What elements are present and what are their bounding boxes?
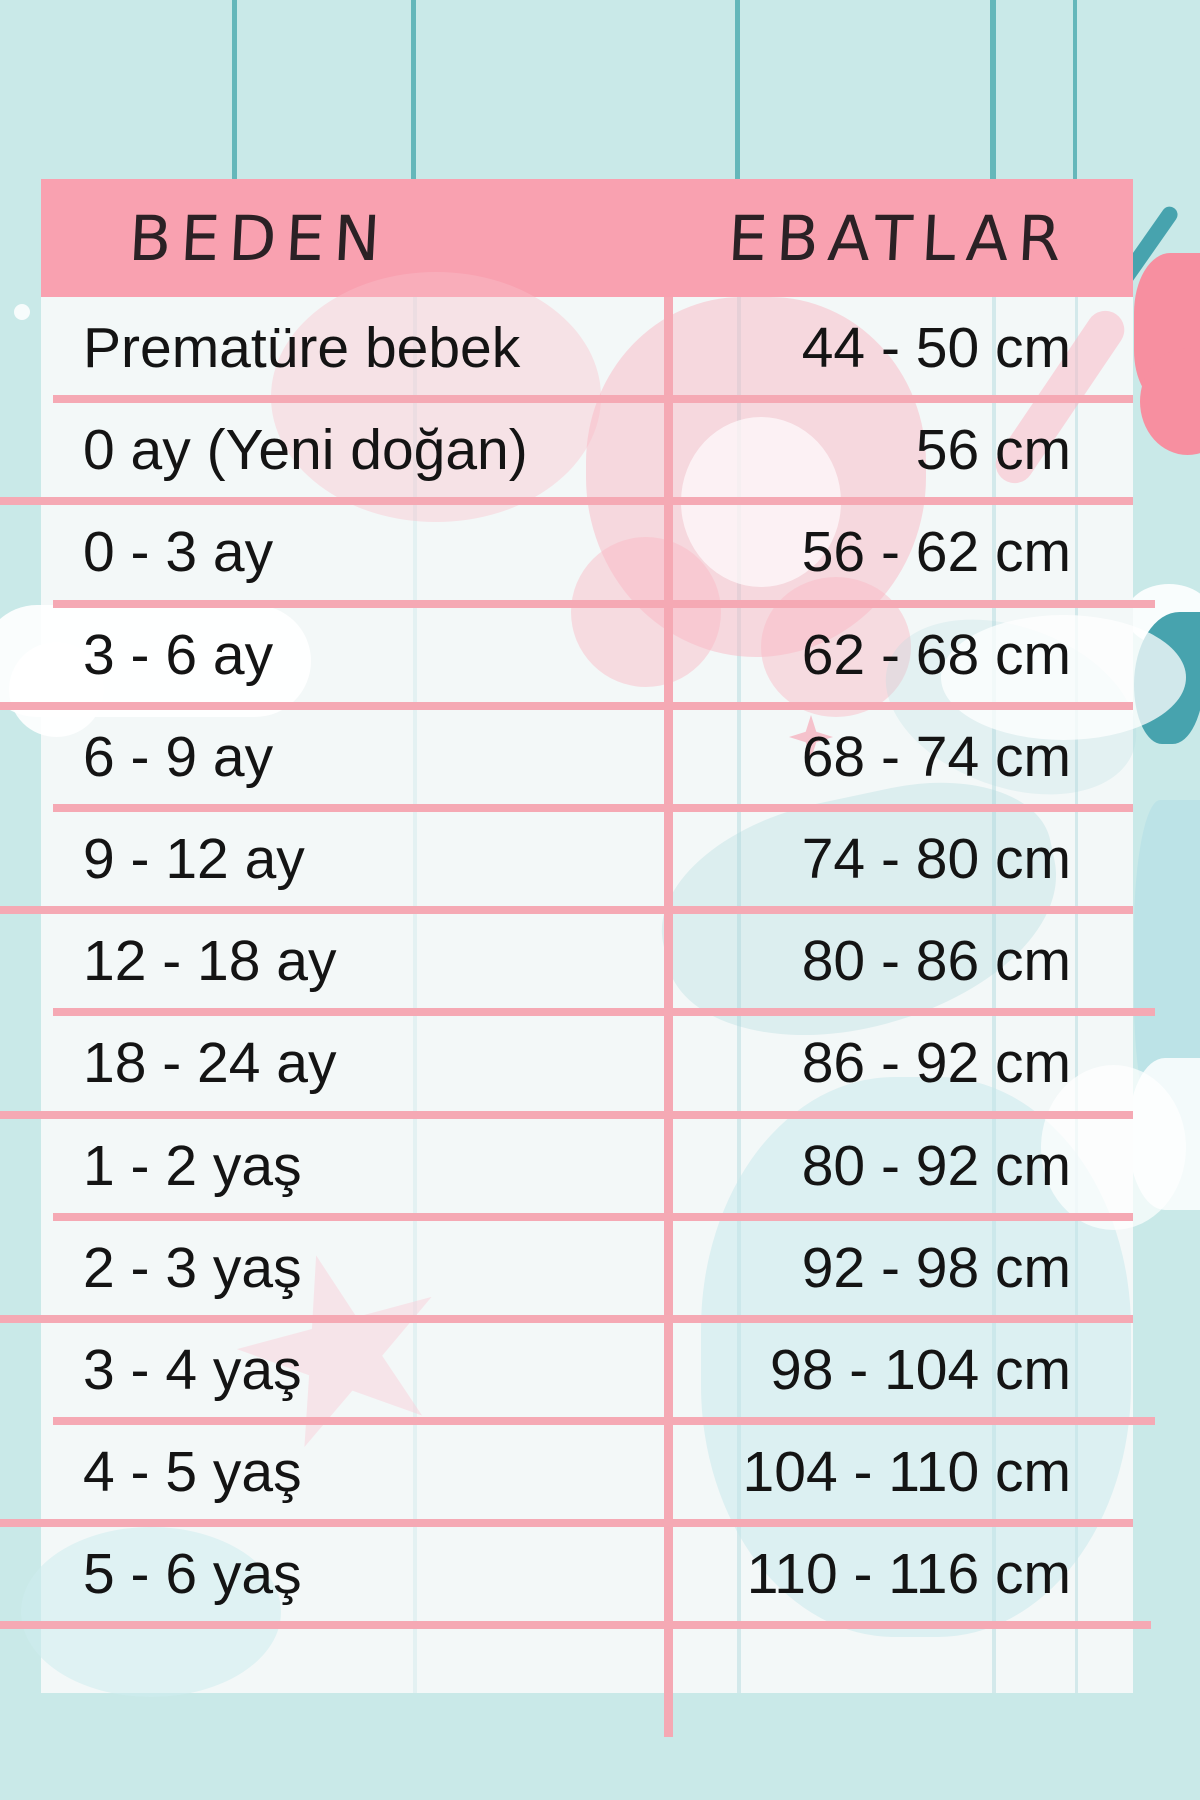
column-header-ebatlar: EBATLAR xyxy=(726,201,1072,275)
hanging-string-icon xyxy=(990,0,996,184)
dimension-value: 74 - 80 cm xyxy=(801,827,1071,892)
hanging-string-icon xyxy=(735,0,740,182)
table-row xyxy=(41,1319,1133,1421)
size-label: 4 - 5 yaş xyxy=(83,1440,302,1505)
hanging-string-icon xyxy=(411,0,416,184)
size-label: 6 - 9 ay xyxy=(83,724,274,789)
dimension-value: 104 - 110 cm xyxy=(742,1440,1071,1505)
size-label: 3 - 4 yaş xyxy=(83,1337,302,1402)
table-row xyxy=(41,706,1133,808)
size-label: 3 - 6 ay xyxy=(83,622,274,687)
dimension-value: 62 - 68 cm xyxy=(801,622,1071,687)
size-label: 1 - 2 yaş xyxy=(83,1133,302,1198)
size-label: 2 - 3 yaş xyxy=(83,1235,302,1300)
table-row xyxy=(41,1421,1133,1523)
table-row xyxy=(41,1115,1133,1217)
size-label: 0 ay (Yeni doğan) xyxy=(83,418,528,483)
hanging-string-icon xyxy=(1073,0,1077,184)
table-row xyxy=(41,1012,1133,1114)
dot-icon xyxy=(14,304,30,320)
table-rows xyxy=(41,297,1133,1625)
table-row xyxy=(41,604,1133,706)
dimension-value: 80 - 86 cm xyxy=(801,929,1071,994)
dimension-value: 98 - 104 cm xyxy=(770,1337,1071,1402)
table-row xyxy=(41,1523,1133,1625)
table-row xyxy=(41,1217,1133,1319)
size-label: 0 - 3 ay xyxy=(83,520,274,585)
table-header xyxy=(41,179,1133,297)
dimension-value: 86 - 92 cm xyxy=(801,1031,1071,1096)
table-row xyxy=(41,297,1133,399)
size-label: 12 - 18 ay xyxy=(83,929,337,994)
hanging-string-icon xyxy=(232,0,237,184)
size-label: 5 - 6 yaş xyxy=(83,1542,302,1607)
size-table xyxy=(41,179,1133,1693)
column-header-beden: BEDEN xyxy=(127,201,391,275)
dimension-value: 92 - 98 cm xyxy=(801,1235,1071,1300)
dimension-value: 44 - 50 cm xyxy=(801,316,1071,381)
size-label: Prematüre bebek xyxy=(83,316,521,381)
table-body xyxy=(41,297,1133,1693)
dimension-value: 80 - 92 cm xyxy=(801,1133,1071,1198)
table-row xyxy=(41,399,1133,501)
table-row xyxy=(41,808,1133,910)
table-row xyxy=(41,910,1133,1012)
dimension-value: 56 - 62 cm xyxy=(801,520,1071,585)
size-label: 18 - 24 ay xyxy=(83,1031,337,1096)
dimension-value: 56 cm xyxy=(915,418,1071,483)
column-divider xyxy=(664,297,673,1737)
dimension-value: 68 - 74 cm xyxy=(801,724,1071,789)
size-label: 9 - 12 ay xyxy=(83,827,305,892)
table-row xyxy=(41,501,1133,603)
dimension-value: 110 - 116 cm xyxy=(746,1542,1071,1607)
